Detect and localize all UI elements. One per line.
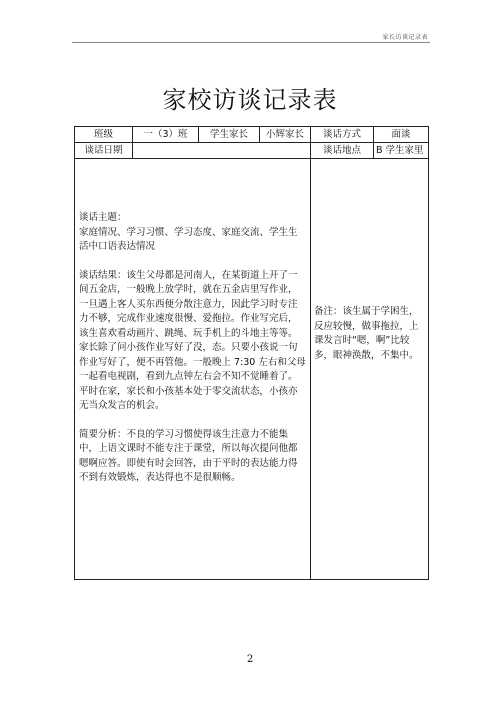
record-table [74,126,429,580]
method-label: 谈话方式 [311,127,374,143]
conversation-analysis: 简要分析：不良的学习习惯使得该生注意力不能集中，上语文课时不能专注于课堂，所以每次提问他都嗯啊应答。即使有时会回答，由于平时的表达能力得不到有效锻炼，表达得也不是很顺畅。 [79,428,298,483]
class-value: 一（3）班 [133,127,199,143]
location-value: B 学生家里 [374,143,429,159]
table-row [75,127,429,143]
header-rule [72,42,430,43]
page-title: 家校访谈记录表 [162,86,338,114]
conversation-content [79,211,306,500]
table-row [75,159,429,580]
method-value: 面谈 [374,127,429,143]
date-value [133,143,311,159]
page-number: 2 [246,654,254,665]
note-cell [311,159,429,580]
note-text: 备注：该生属于学困生，反应较慢，做事拖拉，上课发言时“嗯，啊”比较多，眼神涣散，不集中。 [314,306,419,361]
student-parent-label: 学生家长 [199,127,260,143]
location-label: 谈话地点 [311,143,374,159]
class-label: 班级 [75,127,133,143]
running-header: 家长访谈记录表 [382,34,428,41]
date-label: 谈话日期 [75,143,133,159]
conversation-content-cell [75,159,311,580]
conversation-topic: 谈话主题： 家庭情况、学习习惯、学习态度、家庭交流、学生生活中口语表达情况 [79,212,298,252]
conversation-result: 谈话结果：该生父母都是河南人，在某街道上开了一间五金店，一般晚上放学时，就在五金店里写作业，一旦遇上客人买东西便分散注意力，因此学习时专注力不够，完成作业速度很慢、爱拖拉。作业写完后，该生喜欢看动画片、跳绳、玩手机上的斗地主等等。家长除了问小孩作业写好了没，态。只要小孩说一句作业写好了，便不再管他。一般晚上 7:30 左右和父母一起看电视剧，看到九点钟左右会不知不觉睡着了。平时在家，家长和小孩基本处于零交流状态，小孩亦无当众发言的机会。 [79,269,306,411]
student-parent-value: 小辉家长 [260,127,311,143]
table-row [75,143,429,159]
